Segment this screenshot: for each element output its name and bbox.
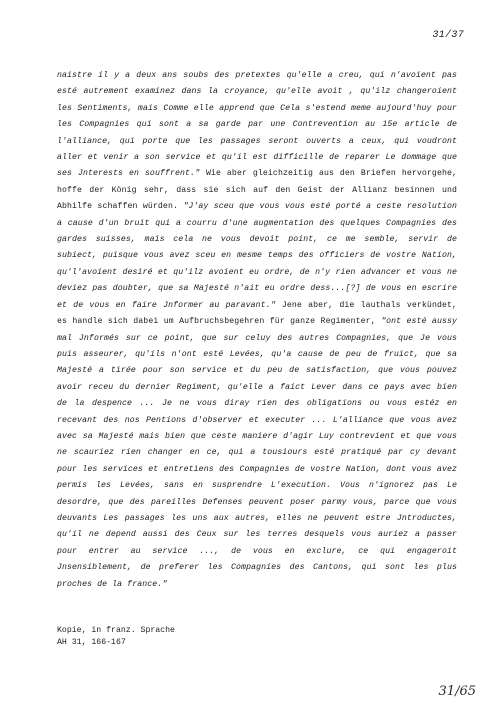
source-note-line: Kopie, in franz. Sprache bbox=[57, 626, 175, 635]
source-footer bbox=[57, 625, 175, 649]
german-text-1: Wie aber gleichzeitig aus den Briefen hervorgehe, hoffe der König sehr, dass sie sich auf den Geist der Allianz besinnen und Abhilfe schaffen würden. bbox=[57, 169, 457, 212]
french-quote-3: "ont esté aussy mal Jnformés sur ce point, que sur celuy des autres Compagnies, que Je vous puis asseurer, qu'ils n'ont esté Levées, qu'a cause de peu de fruict, que sa Majesté a tirée pour son service et du peu de satisfaction, que vous pouvez avoir receu du dernier Regiment, qu'elle a faict Lever dans ce pays avec bien de la despence ... Je ne vous diray rien des obligations ou vous estéz en recevant des nos Pentions d'observer et executer ... L'alliance que vous avez avec sa Majesté mais bien que ceste maniere d'agir Luy contrevient et que vous ne scauriez rien changer en ce, qui a tousiours esté pratiqué par cy devant pour les services et entretiens des Compagnies de vostre Nation, dont vous avez permis les Levées, sans en susprendre L'execution. Vous n'ignorez pas Le desordre, que des pareilles Defenses peuvent poser parmy vous, parce que vous deuvants Les passages les uns aux autres, elles ne peuvent estre Jntroductes, qu'il ne depend aussi des Ceux sur les terres desquels vous auriez a passer pour entrer au service ..., de vous en exclure, ce qui engageroit Jnsensiblement, de preferer les Compagnies des Cantons, qui sont les plus proches de la france." bbox=[57, 317, 457, 589]
handwritten-page-number: 31/65 bbox=[438, 684, 476, 699]
archive-reference: AH 31, 166-167 bbox=[57, 638, 126, 647]
body-text bbox=[57, 68, 457, 593]
french-quote-1: naistre il y a deux ans soubs des pretextes qu'elle a creu, qui n'avoient pas esté autrement examinez dans la croyance, qu'elle avoit , qu'ilz changeroient les Sentiments, mais Comme elle apprend que Cela s'estend meme aujourd'huy pour les Compagnies qui sont a sa garde par une Contrevention au 15e article de l'alliance, qui porte que les passages seront ouverts a ceux, qui voudront aller et venir a son service et qu'il est difficille de reparer Le dommage que ses Jnterests en souffrent." bbox=[57, 71, 457, 179]
page-number: 31/37 bbox=[432, 30, 464, 41]
german-text-2: Jene aber, die lauthals verkündet, es handle sich dabei um Aufbruchsbegehren für ganze Regimenter, bbox=[57, 300, 458, 327]
french-quote-2: "J'ay sceu que vous vous esté porté a ceste resolution a cause d'un bruit qui a courru d'une augmentation des quelques Compagnies des gardes suisses, mais cela ne vous devoit point, ce me semble, servir de subiect, puisque vous avez sceu en mesme temps des officiers de vostre Nation, qu'l'avoient desiré et qu'ilz avoient eu ordre, de n'y rien advancer et vous ne deviez pas doubter, que sa Majesté n'ait eu ordre dess...[?] de vous en escrire et de vous en faire Jnformer au paravant." bbox=[57, 202, 457, 310]
